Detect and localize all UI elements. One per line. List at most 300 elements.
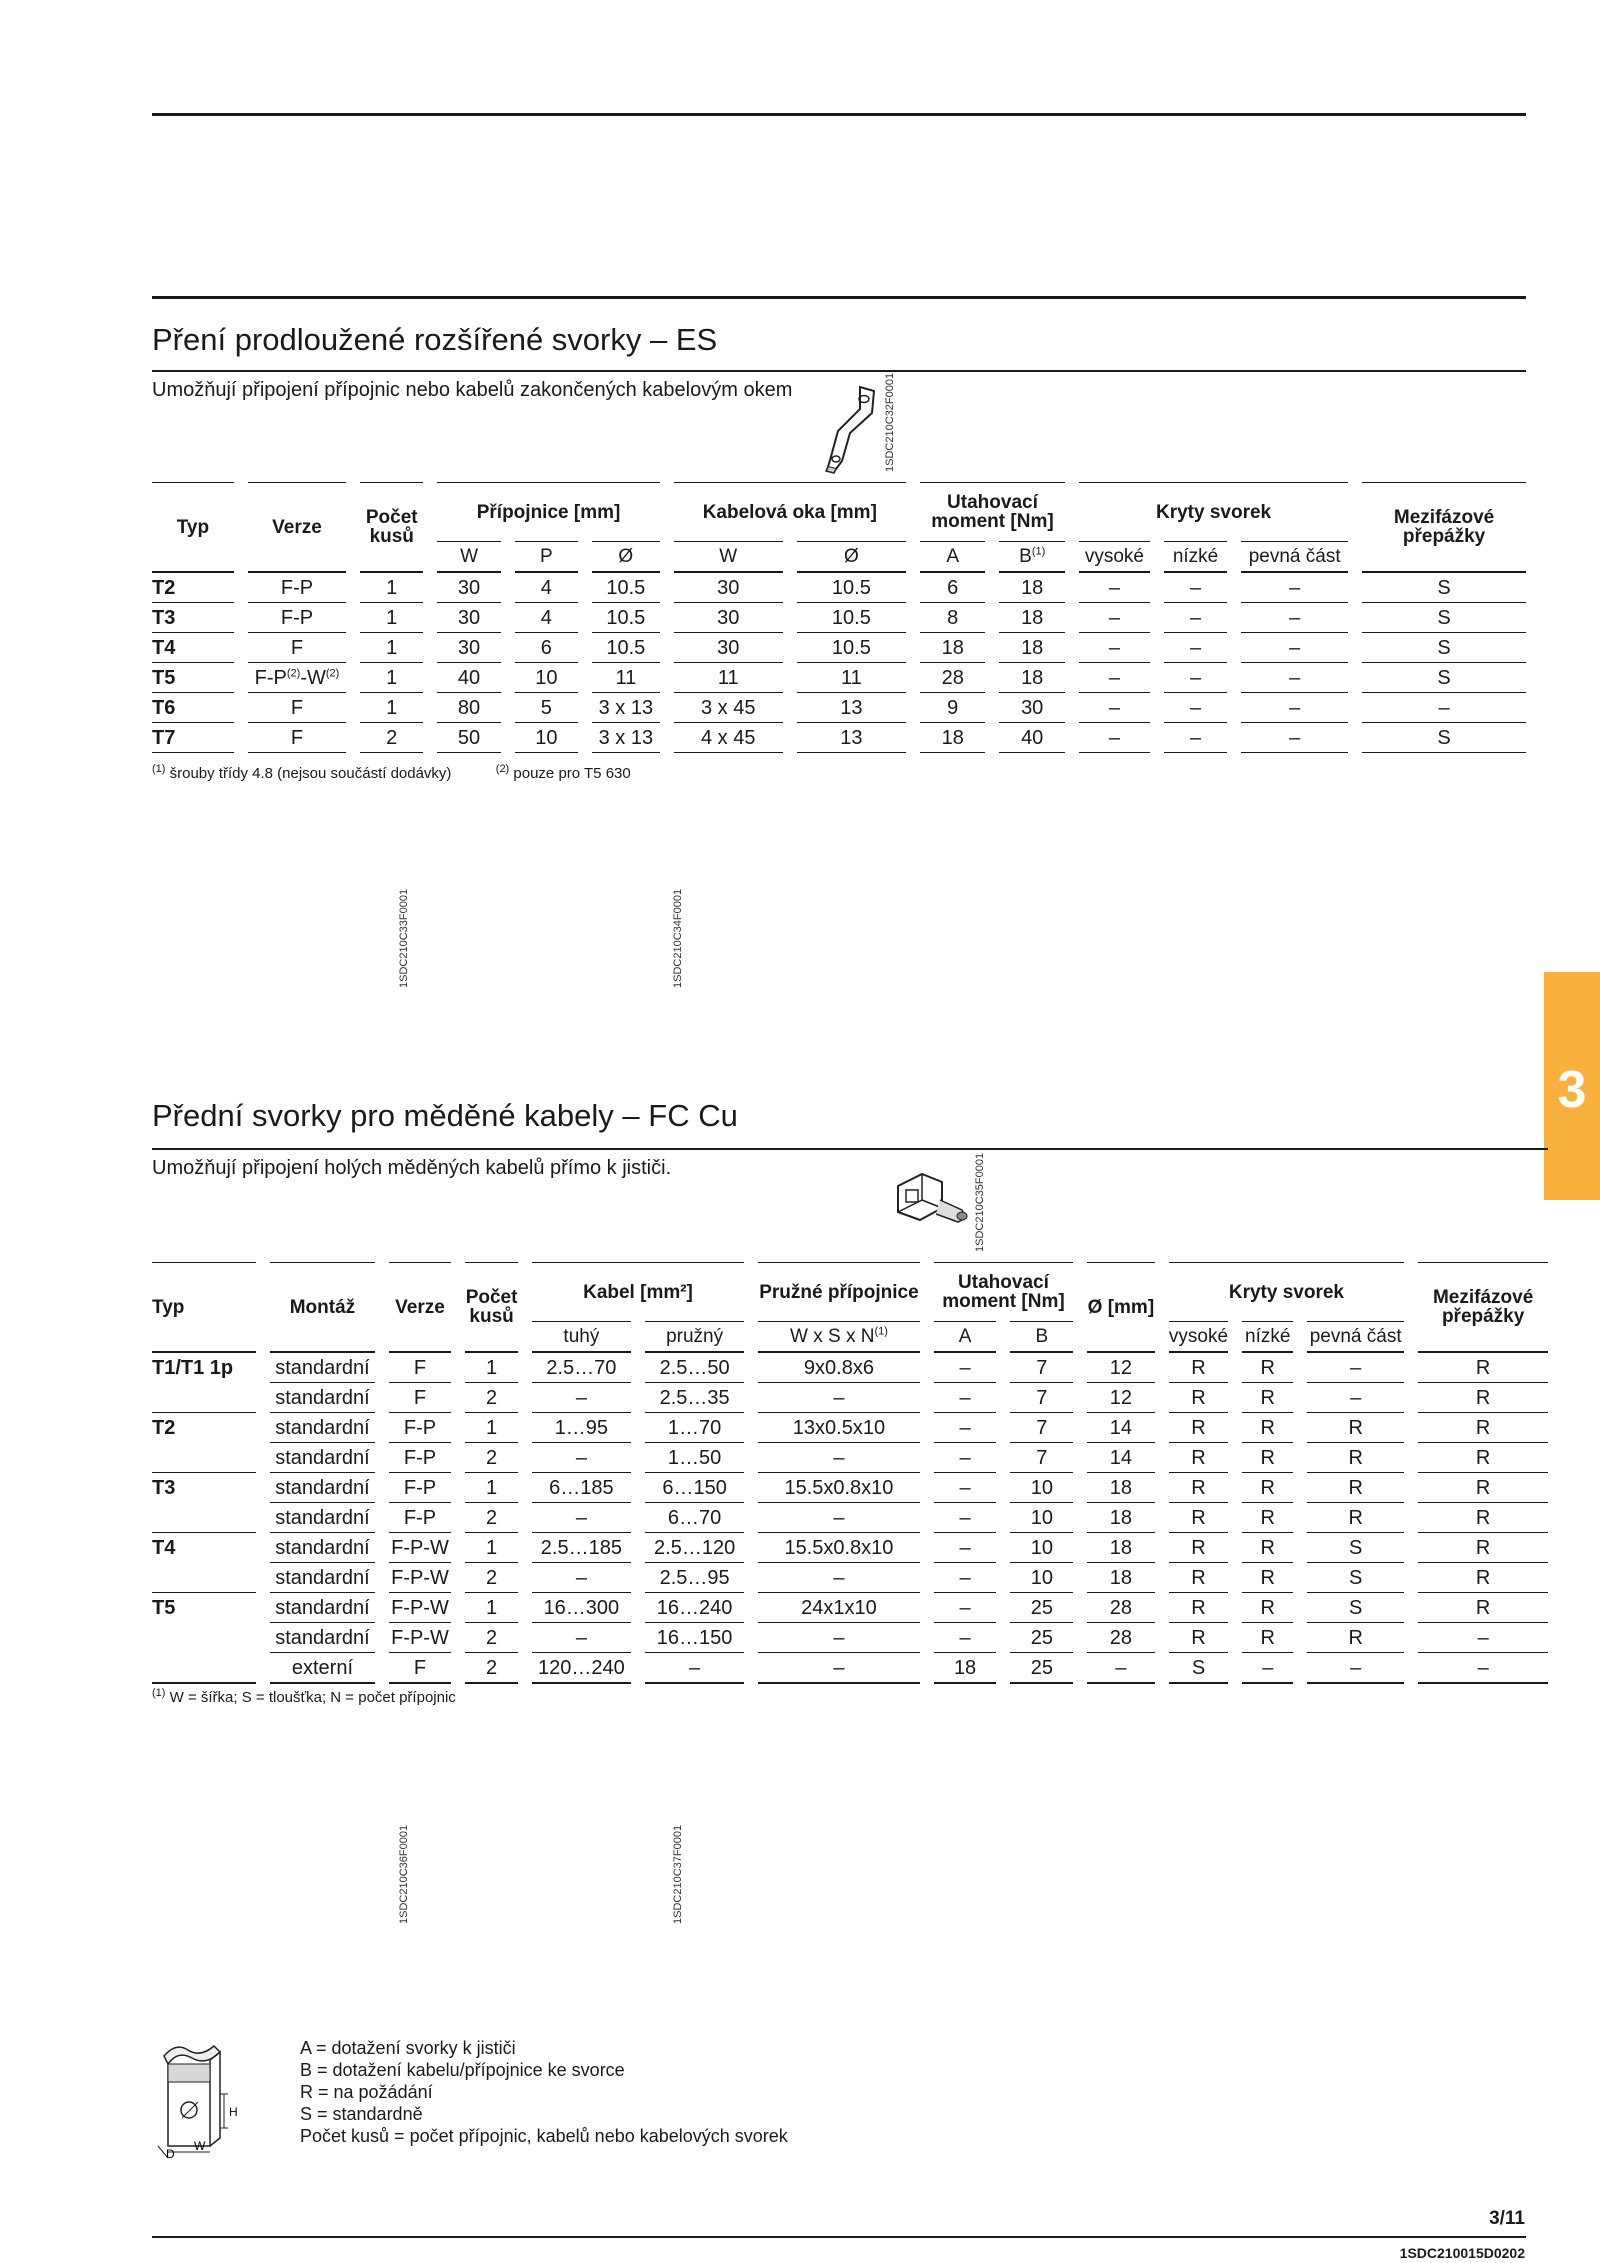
cell: 1 (360, 693, 423, 723)
cell: F-P-W (389, 1593, 452, 1623)
cell: – (1164, 693, 1227, 723)
cell: S (1169, 1653, 1229, 1684)
cell-verze: F (248, 633, 346, 663)
cell: 11 (797, 663, 906, 693)
cell: 2 (465, 1653, 517, 1684)
table-row (152, 663, 1526, 693)
sub-b-text: B (1019, 546, 1032, 567)
cell: 10 (1010, 1473, 1073, 1503)
legend-item: B = dotažení kabelu/přípojnice ke svorce (300, 2060, 625, 2080)
figure-code: 1SDC210C32F0001 (884, 372, 896, 472)
cell: – (758, 1383, 919, 1413)
col-kabelova-oka: Kabelová oka [mm] (674, 482, 906, 541)
cell: R (1169, 1473, 1229, 1503)
cell: – (934, 1473, 997, 1503)
cell: 6…70 (645, 1503, 744, 1533)
cell-verze: F (248, 693, 346, 723)
cell: R (1169, 1413, 1229, 1443)
cell: standardní (270, 1533, 374, 1563)
cell: 1…50 (645, 1443, 744, 1473)
cell: 12 (1087, 1353, 1154, 1383)
cell-typ: T5 (152, 663, 234, 693)
cell: R (1418, 1413, 1548, 1443)
cell: R (1169, 1563, 1229, 1593)
cell: 16…300 (532, 1593, 631, 1623)
dimension-label-w: W (194, 2139, 206, 2153)
sub-diameter: Ø (797, 541, 906, 573)
cell: 13 (797, 693, 906, 723)
cell: 1 (465, 1593, 517, 1623)
cell: F-P (389, 1473, 452, 1503)
sub-w: W (437, 541, 500, 573)
cell: – (934, 1413, 997, 1443)
table-header-row (152, 482, 1526, 541)
cell: 7 (1010, 1413, 1073, 1443)
cell: 1…70 (645, 1413, 744, 1443)
cell: – (1362, 693, 1526, 723)
cell: R (1242, 1623, 1293, 1653)
cell: 18 (920, 633, 985, 663)
cell: – (934, 1593, 997, 1623)
cell: R (1418, 1443, 1548, 1473)
table-header-row (152, 1262, 1548, 1321)
legend-item: Počet kusů = počet přípojnic, kabelů nebo kabelových svorek (300, 2126, 788, 2146)
cell: R (1418, 1533, 1548, 1563)
footnote-mark: (1) (874, 1325, 888, 1338)
cell: 1 (360, 663, 423, 693)
table-row (152, 1383, 1548, 1413)
cell: 40 (437, 663, 500, 693)
cell: S (1307, 1533, 1404, 1563)
cell: – (1241, 633, 1348, 663)
cell-typ: T4 (152, 633, 234, 663)
cell: 7 (1010, 1383, 1073, 1413)
col-mezifazove: Mezifázové přepážky (1418, 1262, 1548, 1353)
cell: – (1241, 573, 1348, 603)
footnote-text: pouze pro T5 630 (513, 765, 631, 782)
footer-rule (152, 2236, 1526, 2238)
cell: – (1418, 1623, 1548, 1653)
cell: 1…95 (532, 1413, 631, 1443)
cell: – (758, 1563, 919, 1593)
cell: – (1307, 1383, 1404, 1413)
cell: 18 (1087, 1473, 1154, 1503)
col-kryty: Kryty svorek (1169, 1262, 1405, 1321)
col-montaz: Montáž (270, 1262, 374, 1353)
cell: 120…240 (532, 1653, 631, 1684)
cell: R (1169, 1383, 1229, 1413)
cell: S (1307, 1593, 1404, 1623)
cell: 18 (934, 1653, 997, 1684)
table-row (152, 723, 1526, 753)
cell: 2.5…95 (645, 1563, 744, 1593)
cell: R (1418, 1593, 1548, 1623)
col-mezifazove: Mezifázové přepážky (1362, 482, 1526, 573)
cell: 2.5…185 (532, 1533, 631, 1563)
cell: R (1418, 1383, 1548, 1413)
dimension-label-d: D (166, 2147, 175, 2161)
cell: 4 x 45 (674, 723, 783, 753)
cell: R (1307, 1443, 1404, 1473)
cell: S (1362, 633, 1526, 663)
cell-verze: F-P (248, 603, 346, 633)
sub-vysoke: vysoké (1079, 541, 1150, 573)
cell: R (1242, 1593, 1293, 1623)
table-row (152, 1503, 1548, 1533)
cell: 14 (1087, 1413, 1154, 1443)
sub-a: A (920, 541, 985, 573)
cell-typ (152, 1443, 256, 1473)
section2-intro: Umožňují připojení holých měděných kabelů přímo k jističi. (152, 1157, 672, 1179)
cell: – (1079, 693, 1150, 723)
cell: 1 (465, 1533, 517, 1563)
cell: 30 (437, 573, 500, 603)
cell: 2.5…70 (532, 1353, 631, 1383)
cell: – (934, 1533, 997, 1563)
cell: – (934, 1383, 997, 1413)
footnote-mark: (1) (152, 763, 166, 775)
section1-footnotes (152, 765, 631, 782)
footnote-mark: (2) (495, 763, 510, 775)
table-row (152, 1533, 1548, 1563)
cell: 3 x 45 (674, 693, 783, 723)
section1-title-rule (152, 370, 1526, 372)
cell: 1 (360, 603, 423, 633)
col-utahovaci: Utahovací moment [Nm] (920, 482, 1065, 541)
cell: – (934, 1503, 997, 1533)
cell: – (1079, 663, 1150, 693)
fc-cu-terminal-figure (892, 1168, 972, 1238)
cell-typ: T3 (152, 1477, 176, 1499)
cell: 40 (999, 723, 1064, 753)
table-row (152, 693, 1526, 723)
cell: 6…150 (645, 1473, 744, 1503)
cell: 1 (360, 573, 423, 603)
table-row (152, 1413, 1548, 1443)
cell: 2 (465, 1443, 517, 1473)
col-utahovaci: Utahovací moment [Nm] (934, 1262, 1074, 1321)
cell: S (1362, 603, 1526, 633)
cell: 16…240 (645, 1593, 744, 1623)
cell: – (934, 1623, 997, 1653)
cell: 10.5 (797, 633, 906, 663)
col-verze: Verze (248, 482, 346, 573)
legend (300, 2037, 788, 2147)
cell-typ (152, 1563, 256, 1593)
cell: – (1164, 723, 1227, 753)
cell: F-P-W (389, 1623, 452, 1653)
cell-verze: F-P (248, 573, 346, 603)
sub-wsn (758, 1321, 919, 1353)
cell: standardní (270, 1623, 374, 1653)
cell: F-P (389, 1443, 452, 1473)
cell: R (1242, 1383, 1293, 1413)
cell: 4 (515, 603, 578, 633)
cell: F-P (389, 1413, 452, 1443)
cell: – (1164, 573, 1227, 603)
cell: R (1307, 1503, 1404, 1533)
cell: 30 (437, 603, 500, 633)
col-prumer: Ø [mm] (1087, 1262, 1154, 1353)
cell: 18 (920, 723, 985, 753)
cell: 2 (360, 723, 423, 753)
cell: F (389, 1353, 452, 1383)
cell: 30 (674, 603, 783, 633)
cell: 13x0.5x10 (758, 1413, 919, 1443)
col-typ: Typ (152, 1262, 256, 1353)
cell: 15.5x0.8x10 (758, 1533, 919, 1563)
sub-nizke: nízké (1242, 1321, 1293, 1353)
cell: 18 (999, 633, 1064, 663)
cell-typ: T7 (152, 723, 234, 753)
cell: 10 (515, 663, 578, 693)
terminal-dimension-diagram (152, 2036, 262, 2161)
cell: 30 (999, 693, 1064, 723)
table-row (152, 633, 1526, 663)
cell: standardní (270, 1443, 374, 1473)
cell: – (1164, 663, 1227, 693)
legend-item: S = standardně (300, 2104, 423, 2124)
cell: 11 (592, 663, 660, 693)
cell: 16…150 (645, 1623, 744, 1653)
cell: – (1241, 693, 1348, 723)
document-code: 1SDC210015D0202 (1399, 2245, 1525, 2261)
cell: R (1169, 1353, 1229, 1383)
cell-verze: F (248, 723, 346, 753)
sub-pevna: pevná část (1241, 541, 1348, 573)
cell: R (1242, 1443, 1293, 1473)
cell-typ (152, 1623, 256, 1653)
col-pripojnice: Přípojnice [mm] (437, 482, 659, 541)
cell: – (1241, 663, 1348, 693)
cell: 18 (1087, 1503, 1154, 1533)
cell: 25 (1010, 1593, 1073, 1623)
cell: 1 (465, 1353, 517, 1383)
cell: 80 (437, 693, 500, 723)
es-terminal-figure (820, 383, 880, 477)
cell: 3 x 13 (592, 693, 660, 723)
cell: 12 (1087, 1383, 1154, 1413)
cell: 24x1x10 (758, 1593, 919, 1623)
image-code: 1SDC210C37F0001 (672, 1824, 684, 1924)
cell: – (1079, 603, 1150, 633)
cell: 10.5 (592, 603, 660, 633)
cell: 28 (1087, 1623, 1154, 1653)
cell: 5 (515, 693, 578, 723)
image-code: 1SDC210C34F0001 (672, 888, 684, 988)
table-row (152, 1473, 1548, 1503)
section2-footnote (152, 1689, 456, 1706)
sub-vysoke: vysoké (1169, 1321, 1229, 1353)
cell-typ (152, 1383, 256, 1413)
col-kabel: Kabel [mm²] (532, 1262, 744, 1321)
cell: – (934, 1563, 997, 1593)
cell-typ: T1/T1 1p (152, 1357, 234, 1379)
cell: R (1307, 1623, 1404, 1653)
sub-tuhy: tuhý (532, 1321, 631, 1353)
cell: 6 (920, 573, 985, 603)
cell: 25 (1010, 1653, 1073, 1684)
sub-w: W (674, 541, 783, 573)
es-terminals-table (138, 482, 1540, 753)
cell: R (1242, 1413, 1293, 1443)
table-row (152, 1623, 1548, 1653)
section1-intro: Umožňují připojení přípojnic nebo kabelů zakončených kabelovým okem (152, 379, 793, 401)
image-code: 1SDC210C33F0001 (398, 888, 410, 988)
cell: F-P (389, 1503, 452, 1533)
footnote-mark: (1) (1031, 545, 1046, 558)
cell-verze: $F-P^{(2)}-W^{(2)}$ (248, 663, 346, 693)
table-row (152, 1653, 1548, 1684)
table-row (152, 1353, 1548, 1383)
cell: 6…185 (532, 1473, 631, 1503)
cell: standardní (270, 1593, 374, 1623)
cell: standardní (270, 1353, 374, 1383)
cell: 18 (1087, 1533, 1154, 1563)
cell: 10.5 (797, 573, 906, 603)
cell: R (1169, 1593, 1229, 1623)
cell: – (1307, 1653, 1404, 1684)
figure-code: 1SDC210C35F0001 (974, 1152, 986, 1252)
cell: 8 (920, 603, 985, 633)
cell: R (1169, 1503, 1229, 1533)
cell: standardní (270, 1563, 374, 1593)
table-row (152, 1563, 1548, 1593)
legend-item: A = dotažení svorky k jističi (300, 2038, 516, 2058)
cell: 7 (1010, 1443, 1073, 1473)
cell: 1 (360, 633, 423, 663)
cell: – (532, 1563, 631, 1593)
col-pocet: Počet kusů (360, 482, 423, 573)
cell: – (1087, 1653, 1154, 1684)
cell: 50 (437, 723, 500, 753)
section2-title-rule (152, 1148, 1548, 1150)
cell: 2.5…50 (645, 1353, 744, 1383)
cell: R (1242, 1503, 1293, 1533)
cell: – (532, 1623, 631, 1653)
table-row (152, 1443, 1548, 1473)
cell: – (1241, 603, 1348, 633)
col-pruzne: Pružné přípojnice (758, 1262, 919, 1321)
cell-typ: T2 (152, 573, 234, 603)
cell: R (1418, 1473, 1548, 1503)
legend-item: R = na požádání (300, 2082, 433, 2102)
cell: R (1418, 1503, 1548, 1533)
cell: S (1362, 663, 1526, 693)
sub-b: B (1010, 1321, 1073, 1353)
cell: 30 (674, 573, 783, 603)
chapter-number: 3 (1557, 1061, 1587, 1119)
cell: 30 (437, 633, 500, 663)
cell: 10.5 (592, 633, 660, 663)
cell: 3 x 13 (592, 723, 660, 753)
cell: externí (270, 1653, 374, 1684)
cell: 28 (920, 663, 985, 693)
cell: – (758, 1503, 919, 1533)
cell: – (1164, 603, 1227, 633)
cell: R (1418, 1353, 1548, 1383)
cell: – (532, 1383, 631, 1413)
cell: 4 (515, 573, 578, 603)
cell: R (1169, 1533, 1229, 1563)
cell-typ: T4 (152, 1537, 176, 1559)
cell: R (1169, 1443, 1229, 1473)
cell-typ: T2 (152, 1417, 176, 1439)
cell: – (934, 1443, 997, 1473)
cell: S (1362, 573, 1526, 603)
cell: 10 (515, 723, 578, 753)
cell: F-P-W (389, 1563, 452, 1593)
cell: 2 (465, 1383, 517, 1413)
sub-b (999, 541, 1064, 573)
section1-top-rule (152, 296, 1526, 299)
cell: standardní (270, 1503, 374, 1533)
cell: – (1307, 1353, 1404, 1383)
sub-nizke: nízké (1164, 541, 1227, 573)
cell: – (1242, 1653, 1293, 1684)
cell: 18 (999, 603, 1064, 633)
cell-typ: T3 (152, 603, 234, 633)
cell: – (1164, 633, 1227, 663)
cell: 2 (465, 1503, 517, 1533)
cell: S (1307, 1563, 1404, 1593)
table-row (152, 573, 1526, 603)
cell: 2.5…120 (645, 1533, 744, 1563)
col-verze: Verze (389, 1262, 452, 1353)
top-rule (152, 113, 1526, 116)
cell: – (1079, 573, 1150, 603)
page-number: 3/11 (1489, 2208, 1525, 2229)
cell: – (532, 1503, 631, 1533)
fc-cu-terminals-table (138, 1262, 1562, 1684)
cell: 11 (674, 663, 783, 693)
cell: – (1418, 1653, 1548, 1684)
cell: – (532, 1443, 631, 1473)
footnote-text: W = šířka; S = tloušťka; N = počet přípojnic (169, 1689, 456, 1706)
cell: R (1418, 1563, 1548, 1593)
cell: R (1307, 1473, 1404, 1503)
cell: – (758, 1623, 919, 1653)
table-row (152, 603, 1526, 633)
cell: 25 (1010, 1623, 1073, 1653)
table-row (152, 1593, 1548, 1623)
cell: – (1079, 633, 1150, 663)
cell: 14 (1087, 1443, 1154, 1473)
cell: – (758, 1653, 919, 1684)
cell: S (1362, 723, 1526, 753)
cell: R (1242, 1533, 1293, 1563)
sub-p: P (515, 541, 578, 573)
cell: 1 (465, 1413, 517, 1443)
bolt-hole-icon (181, 2102, 197, 2118)
cell: 18 (1087, 1563, 1154, 1593)
cell: – (934, 1353, 997, 1383)
cell: 10.5 (592, 573, 660, 603)
cell: 28 (1087, 1593, 1154, 1623)
image-code: 1SDC210C36F0001 (398, 1824, 410, 1924)
cell: F (389, 1653, 452, 1684)
sub-a: A (934, 1321, 997, 1353)
cell: F (389, 1383, 452, 1413)
cell: 18 (999, 573, 1064, 603)
cell: standardní (270, 1413, 374, 1443)
sub-pruzny: pružný (645, 1321, 744, 1353)
cell-typ: T6 (152, 693, 234, 723)
screw-icon (957, 1212, 967, 1220)
cell: standardní (270, 1383, 374, 1413)
cell: R (1307, 1413, 1404, 1443)
cell: – (645, 1653, 744, 1684)
